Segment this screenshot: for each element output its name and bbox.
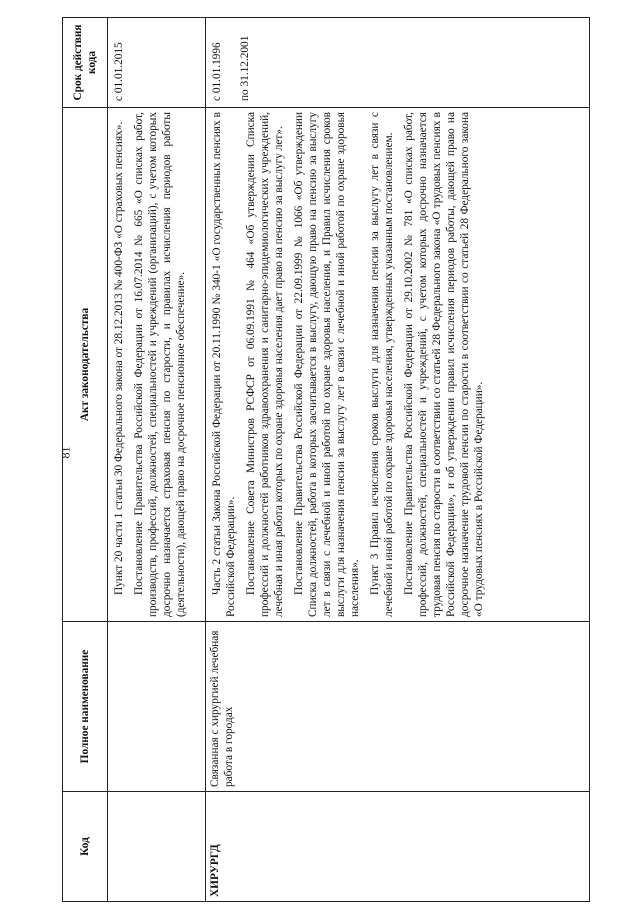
- act-paragraph: Постановление Совета Министров РСФСР от 06.09.1991 № 464 «Об утверждении Списка профессий и должностей работников здравоохранения и санитарно-эпидемиологических учреждений, лечебная и иная работа которых по охране здоровья населения дает право на пенсию за выслугу лет».: [245, 112, 285, 617]
- cell-act: [108, 108, 206, 622]
- cell-name: Связанная с хирургией лечебная работа в городах: [206, 622, 590, 792]
- act-paragraph: Постановление Правительства Российской Федерации от 16.07.2014 № 665 «О списках работ, производств, профессий, должностей, специальностей и учреждений (организаций), с учетом которых досрочно назначается страховая пенсия по старости, и правилах исчисления периодов работы (деятельности), дающей право на досрочное пенсионное обеспечение».: [133, 112, 187, 617]
- date-from: с 01.01.2015: [113, 42, 125, 101]
- act-paragraph: Пункт 3 Правил исчисления сроков выслуги для назначения пенсии за выслугу лет в связи с лечебной и иной работой по охране здоровья населения, утвержденных указанным постановлением.: [369, 112, 395, 617]
- act-paragraph: Часть 2 статьи Закона Российской Федерации от 20.11.1990 № 340-1 «О государственных пенсиях в Российской Федерации».: [211, 112, 237, 617]
- header-name: Полное наименование: [63, 622, 108, 792]
- act-paragraph: Постановление Правительства Российской Федерации от 29.10.2002 № 781 «О списках работ, профессий, должностей, специальностей и учреждений, с учетом которых досрочно назначается трудовая пенсия по старости в соответствии со статьей 28 Федерального закона «О трудовых пенсиях в Российской Федерации», и об утверждении правил исчисления периодов работы, дающей право на досрочное назначение трудовой пенсии по старости в соответствии со статьей 28 Федерального закона «О трудовых пенсиях в Российской Федерации».: [403, 112, 485, 617]
- cell-act: [206, 108, 590, 622]
- table-row: [108, 18, 206, 902]
- cell-date: [108, 18, 206, 108]
- header-code: Код: [63, 792, 108, 902]
- cell-code: [108, 792, 206, 902]
- header-act: Акт законодательства: [63, 108, 108, 622]
- cell-name: [108, 622, 206, 792]
- page-number: 81: [58, 446, 73, 459]
- act-paragraph: Пункт 20 части 1 статьи 30 Федерального закона от 28.12.2013 № 400-ФЗ «О страховых пенсиях».: [113, 121, 125, 595]
- date-from: с 01.01.1996: [211, 42, 223, 101]
- table-header-row: [63, 18, 108, 902]
- rotated-table-container: [62, 18, 584, 902]
- legislation-table: [62, 17, 590, 902]
- act-paragraph: Постановление Правительства Российской Федерации от 22.09.1999 № 1066 «Об утверждении Списка должностей, работа в которых засчитывается в выслугу, дающую право на пенсию за выслугу лет в связи с лечебной и иной работой по охране здоровья населения, и Правил исчисления сроков выслуги для назначения пенсии за выслугу лет в связи с лечебной и иной работой по охране здоровья населения».: [293, 112, 361, 617]
- date-to: по 31.12.2001: [239, 35, 251, 101]
- header-date: Срок действия кода: [63, 18, 108, 108]
- table-row: [206, 18, 590, 902]
- cell-code: ХИРУРГД: [206, 792, 590, 902]
- cell-date: [206, 18, 590, 108]
